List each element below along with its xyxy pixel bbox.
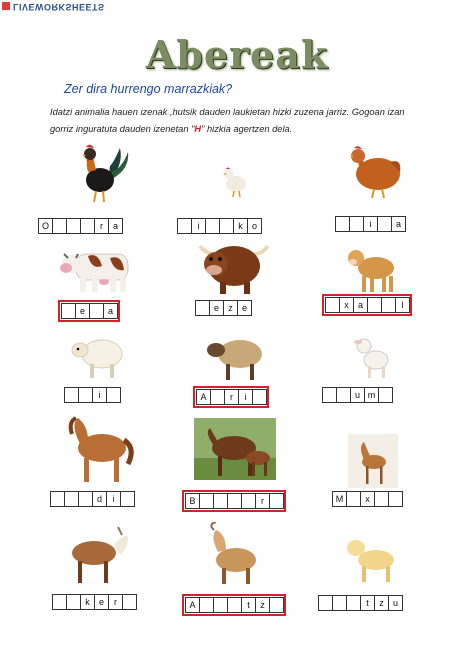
letter-box: r	[224, 389, 239, 405]
watermark-text: LIVEWORKSHEETS	[13, 2, 105, 12]
letter-box[interactable]	[227, 493, 242, 509]
letter-box[interactable]	[227, 597, 242, 613]
letter-box: r	[94, 218, 109, 234]
letter-box[interactable]	[50, 491, 65, 507]
letter-box[interactable]	[346, 491, 361, 507]
letter-box[interactable]	[213, 597, 228, 613]
letter-box[interactable]	[335, 216, 350, 232]
letter-box[interactable]	[89, 303, 104, 319]
letter-box: z	[374, 595, 389, 611]
word-boxes-10	[50, 491, 134, 507]
letter-box: d	[92, 491, 107, 507]
word-boxes-1	[38, 218, 122, 234]
foal-icon	[348, 434, 398, 488]
letter-box: e	[94, 594, 109, 610]
calf-icon	[344, 244, 400, 294]
letter-box[interactable]	[66, 218, 81, 234]
letter-box[interactable]	[381, 297, 396, 313]
letter-box: B	[185, 493, 200, 509]
letter-box: k	[80, 594, 95, 610]
letter-box: t	[360, 595, 375, 611]
letter-box[interactable]	[219, 218, 234, 234]
letter-box: z	[255, 597, 270, 613]
letter-box[interactable]	[269, 597, 284, 613]
kid-goat-icon	[342, 534, 402, 584]
letter-box[interactable]	[213, 493, 228, 509]
letter-box: l	[395, 297, 410, 313]
rooster-icon	[70, 142, 132, 204]
letter-box[interactable]	[64, 387, 79, 403]
instructions-text: Idatzi animalia hauen izenak ,hutsik dauden laukietan hizki zuzena jarriz. Gogoan izan gorriz inguratuta dauden izenetan "	[50, 107, 405, 134]
letter-box[interactable]	[336, 387, 351, 403]
letter-box: t	[241, 597, 256, 613]
letter-box[interactable]	[210, 389, 225, 405]
ram-icon	[204, 332, 266, 382]
hen-icon	[344, 142, 404, 200]
word-boxes-3	[335, 216, 405, 232]
letter-box: u	[388, 595, 403, 611]
billy-goat-icon	[204, 522, 266, 586]
logo-square-icon	[2, 2, 10, 10]
letter-box: a	[108, 218, 123, 234]
word-boxes-4	[61, 303, 117, 319]
letter-box[interactable]	[199, 493, 214, 509]
letter-box[interactable]	[106, 387, 121, 403]
letter-box: m	[364, 387, 379, 403]
letter-box: o	[247, 218, 262, 234]
letter-box: i	[106, 491, 121, 507]
letter-box[interactable]	[325, 297, 340, 313]
letter-box[interactable]	[377, 216, 392, 232]
letter-box: e	[75, 303, 90, 319]
horse-icon	[58, 414, 136, 486]
cow-icon	[58, 240, 136, 296]
letter-box: x	[339, 297, 354, 313]
letter-box: O	[38, 218, 53, 234]
letter-box[interactable]	[80, 218, 95, 234]
letter-box: a	[391, 216, 406, 232]
letter-box[interactable]	[52, 594, 67, 610]
chick-icon	[220, 164, 250, 198]
letter-box: k	[233, 218, 248, 234]
letter-box: e	[209, 300, 224, 316]
letter-box[interactable]	[199, 597, 214, 613]
page-title: Abereak	[145, 32, 329, 77]
instructions-text-end: " hizkia agertzen dela.	[201, 124, 293, 134]
letter-box: x	[360, 491, 375, 507]
letter-box: u	[350, 387, 365, 403]
letter-box: r	[108, 594, 123, 610]
letter-box: i	[191, 218, 206, 234]
word-boxes-11	[185, 493, 283, 509]
lamb-icon	[352, 332, 392, 380]
letter-box[interactable]	[269, 493, 284, 509]
word-boxes-7	[64, 387, 120, 403]
letter-box[interactable]	[205, 218, 220, 234]
letter-box[interactable]	[195, 300, 210, 316]
letter-box[interactable]	[318, 595, 333, 611]
letter-box[interactable]	[252, 389, 267, 405]
letter-box[interactable]	[322, 387, 337, 403]
letter-box[interactable]	[332, 595, 347, 611]
letter-box: M	[332, 491, 347, 507]
letter-box[interactable]	[367, 297, 382, 313]
letter-box: a	[103, 303, 118, 319]
letter-box: A	[185, 597, 200, 613]
letter-box: i	[363, 216, 378, 232]
instructions	[50, 104, 430, 138]
letter-box[interactable]	[64, 491, 79, 507]
letter-box: a	[353, 297, 368, 313]
letter-box[interactable]	[66, 594, 81, 610]
letter-box[interactable]	[241, 493, 256, 509]
word-boxes-6	[325, 297, 409, 313]
word-boxes-12	[332, 491, 402, 507]
word-boxes-5	[195, 300, 251, 316]
letter-box: A	[196, 389, 211, 405]
letter-box[interactable]	[374, 491, 389, 507]
goat-icon	[62, 523, 134, 587]
sheep-icon	[70, 334, 126, 380]
letter-box[interactable]	[388, 491, 403, 507]
word-boxes-13	[52, 594, 136, 610]
letter-box[interactable]	[177, 218, 192, 234]
word-boxes-14	[185, 597, 283, 613]
liveworksheets-watermark	[2, 2, 105, 12]
letter-box[interactable]	[349, 216, 364, 232]
letter-box[interactable]	[378, 387, 393, 403]
letter-box: r	[255, 493, 270, 509]
question-heading: Zer dira hurrengo marrazkiak?	[64, 82, 233, 96]
letter-box[interactable]	[78, 491, 93, 507]
letter-box[interactable]	[52, 218, 67, 234]
letter-box[interactable]	[122, 594, 137, 610]
word-boxes-2	[177, 218, 261, 234]
letter-box: i	[238, 389, 253, 405]
mare-foal-photo	[194, 418, 276, 480]
letter-box[interactable]	[120, 491, 135, 507]
letter-box: e	[237, 300, 252, 316]
word-boxes-8	[196, 389, 266, 405]
bull-icon	[196, 240, 272, 296]
letter-box[interactable]	[346, 595, 361, 611]
letter-box[interactable]	[61, 303, 76, 319]
letter-box: i	[92, 387, 107, 403]
letter-box: z	[223, 300, 238, 316]
word-boxes-9	[322, 387, 392, 403]
word-boxes-15	[318, 595, 402, 611]
letter-box[interactable]	[78, 387, 93, 403]
instructions-highlight-letter: H	[194, 124, 202, 134]
